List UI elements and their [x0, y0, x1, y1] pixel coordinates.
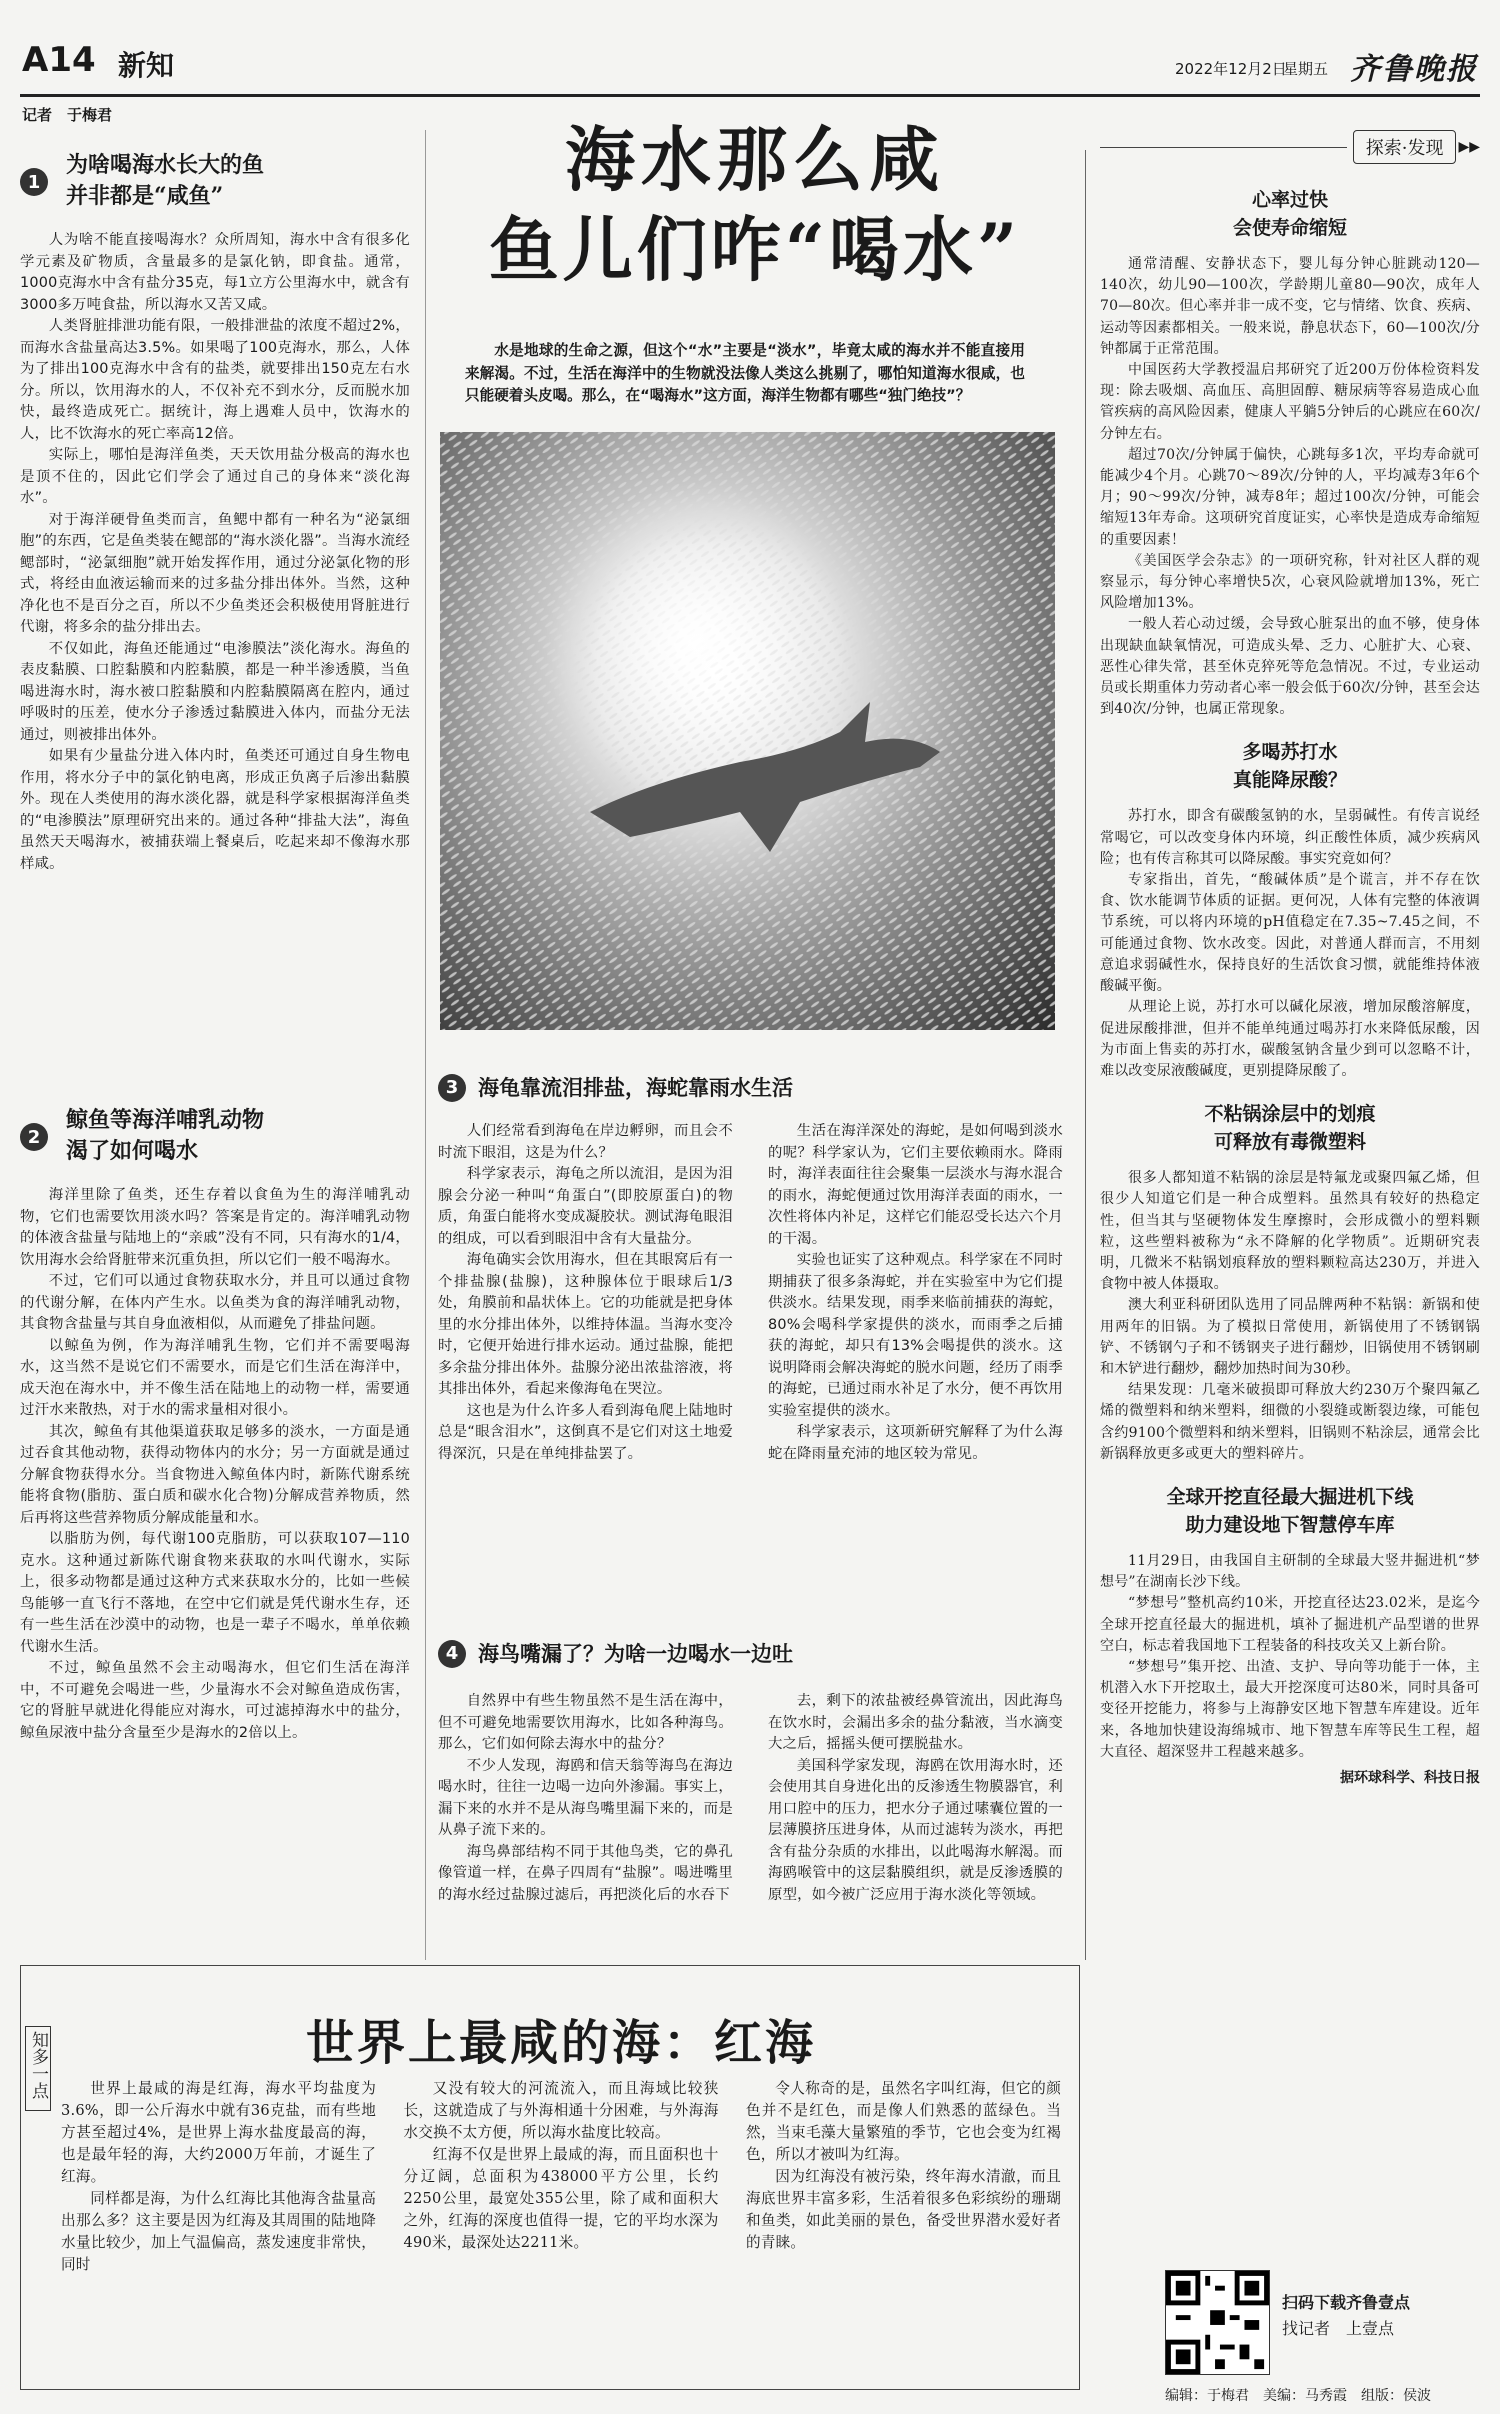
paragraph: 从理论上说，苏打水可以碱化尿液，增加尿酸溶解度，促进尿酸排泄，但并不能单纯通过喝苏打水来降低尿酸，因为市面上售卖的苏打水，碳酸氢钠含量少到可以忽略不计，难以改变尿液酸碱度，更别提降尿酸了。 — [1100, 999, 1480, 1079]
paragraph: 以脂肪为例，每代谢100克脂肪，可以获取107—110克水。这种通过新陈代谢食物来获取的水叫代谢水，实际上，很多动物都是通过这种方式来获取水分的，比如一些候鸟能够一直飞行不落地，在空中它们就是凭代谢水生存，还有一些生活在沙漠中的动物，也是一辈子不喝水，单单依赖代谢水生活。 — [20, 1531, 410, 1655]
paragraph: 同样都是海，为什么红海比其他海含盐量高出那么多？这主要是因为红海及其周围的陆地降水量比较少，加上气温偏高，蒸发速度非常快，同时 — [61, 2190, 376, 2273]
paper-logo: 齐鲁晚报 — [1350, 52, 1478, 87]
section-2-title-line1: 鲸鱼等海洋哺乳动物 — [66, 1107, 265, 1133]
qr-code[interactable] — [1165, 2270, 1270, 2375]
section-number-badge: 3 — [438, 1074, 466, 1102]
paragraph: 超过70次/分钟属于偏快，心跳每多1次，平均寿命就可能减少4个月。心跳70～89次/分钟的人，平均减寿3年6个月；90～99次/分钟，减寿8年；超过100次/分钟，可能会缩短13年寿命。这项研究首度证实，心率快是造成寿命缩短的重要因素！ — [1100, 446, 1480, 548]
side-title: 心率过快 — [1251, 189, 1328, 211]
paragraph: 人为啥不能直接喝海水？众所周知，海水中含有很多化学元素及矿物质，含量最多的是氯化钠，即食盐。通常，1000克海水中含有盐分35克，每1立方公里海水中，就含有3000多万吨食盐，所以海水又苦又咸。 — [20, 232, 410, 313]
sidebar-divider — [1085, 150, 1086, 1960]
paragraph: 海鸟鼻部结构不同于其他鸟类，它的鼻孔像管道一样，在鼻子四周有“盐腺”。喝进嘴里的海水经过盐腺过滤后，再把淡化后的水吞下 — [438, 1843, 733, 1903]
shark-fish-photo — [440, 432, 1055, 1030]
section-4 — [438, 1638, 1063, 1906]
paragraph: 这也是为什么许多人看到海龟爬上陆地时总是“眼含泪水”，这倒真不是它们对这土地爱得深沉，只是在单纯排盐罢了。 — [438, 1402, 733, 1462]
paragraph: 澳大利亚科研团队选用了同品牌两种不粘锅：新锅和使用两年的旧锅。为了模拟日常使用，新锅使用了不锈钢锅铲、不锈钢勺子和不锈钢夹子进行翻炒，旧锅使用不锈钢刷和木铲进行翻炒，翻炒加热时间为30秒。 — [1100, 1297, 1480, 1377]
paragraph: 人们经常看到海龟在岸边孵卵，而且会不时流下眼泪，这是为什么？ — [438, 1123, 733, 1161]
qr-caption-1: 扫码下载齐鲁壹点 — [1282, 2293, 1411, 2312]
source-credit: 据环球科学、科技日报 — [1340, 1769, 1480, 1786]
section-3 — [438, 1072, 1063, 1465]
paragraph: 以鲸鱼为例，作为海洋哺乳生物，它们并不需要喝海水，这当然不是说它们不需要水，而是它们生活在海洋中，成天泡在海水中，并不像生活在陆地上的动物一样，需要通过汗水来散热，对于水的需求量相对很小。 — [20, 1337, 410, 1418]
sidebar-tag — [1100, 130, 1480, 164]
paragraph: 海洋里除了鱼类，还生存着以食鱼为生的海洋哺乳动物，它们也需要饮用淡水吗？答案是肯定的。海洋哺乳动物的体液含盐量与陆地上的“亲戚”没有不同，只有海水的1/4，饮用海水会给肾脏带来沉重负担，所以它们一般不喝海水。 — [20, 1187, 410, 1268]
page-number: A14 — [22, 40, 96, 80]
header-rule — [20, 94, 1480, 97]
side-title: 可释放有毒微塑料 — [1213, 1131, 1366, 1154]
side-title: 助力建设地下智慧停车库 — [1185, 1513, 1395, 1536]
sidebar-explore — [1100, 130, 1480, 1787]
section-name: 新知 — [118, 49, 175, 82]
issue-weekday: 星期五 — [1283, 60, 1329, 78]
sidebar-tag-label: 探索·发现 — [1353, 130, 1457, 164]
section-1 — [20, 150, 410, 875]
paragraph: 令人称奇的是，虽然名字叫红海，但它的颜色并不是红色，而是像人们熟悉的蓝绿色。当然，当束毛藻大量繁殖的季节，它也会变为红褐色，所以才被叫为红海。 — [746, 2080, 1061, 2163]
paragraph: 海龟确实会饮用海水，但在其眼窝后有一个排盐腺(盐腺)，这种腺体位于眼球后1/3处，角膜前和晶状体上。它的功能就是把身体里的水分排出体外，以维持体温。当海水变冷时，它便开始进行排水运动。通过盐腺，能把多余盐分排出体外。盐腺分泌出浓盐溶液，将其排出体外，看起来像海龟在哭泣。 — [438, 1252, 733, 1397]
qr-caption-2: 找记者 上壹点 — [1282, 2319, 1395, 2338]
paragraph: 中国医药大学教授温启邦研究了近200万份体检资料发现：除去吸烟、高血压、高胆固醇、糖尿病等容易造成心血管疾病的高风险因素，健康人平躺5分钟后的心跳应在60次/分钟左右。 — [1100, 362, 1480, 442]
paragraph: 苏打水，即含有碳酸氢钠的水，呈弱碱性。有传言说经常喝它，可以改变身体内环境，纠正酸性体质，减少疾病风险；也有传言称其可以降尿酸。事实究竟如何？ — [1100, 808, 1480, 867]
paragraph: 科学家表示，海龟之所以流泪，是因为泪腺会分泌一种叫“角蛋白”(即胶原蛋白)的物质，角蛋白能将水变成凝胶状。测试海龟眼泪的组成，可以看到眼泪中含有大量盐分。 — [438, 1166, 733, 1247]
reporter-byline: 记者 于梅君 — [22, 106, 113, 124]
side-title: 多喝苏打水 — [1242, 741, 1338, 764]
section-number-badge: 1 — [20, 168, 48, 196]
section-2-title-line2: 渴了如何喝水 — [66, 1138, 199, 1164]
section-2 — [20, 1105, 410, 1744]
paragraph: 其次，鲸鱼有其他渠道获取足够多的淡水，一方面是通过吞食其他动物，获得动物体内的水分；另一方面就是通过分解食物获得水分。当食物进入鲸鱼体内时，新陈代谢系统能将食物(脂肪、蛋白质和碳水化合物)分解成营养物质，然后再将这些营养物质分解成能量和水。 — [20, 1423, 410, 1526]
bottom-title: 世界上最咸的海：红海 — [305, 2015, 816, 2071]
paragraph: 不少人发现，海鸥和信天翁等海鸟在海边喝水时，往往一边喝一边向外渗漏。事实上，漏下来的水并不是从海鸟嘴里漏下来的，而是从鼻子流下来的。 — [438, 1757, 733, 1838]
qr-code-graphic — [1166, 2271, 1269, 2374]
column-divider — [425, 130, 426, 1960]
section-1-title-line1: 为啥喝海水长大的鱼 — [66, 152, 265, 178]
paragraph: 一般人若心动过缓，会导致心脏泵出的血不够，使身体出现缺血缺氧情况，可造成头晕、乏力、心脏扩大、心衰、恶性心律失常，甚至休克猝死等危急情况。不过，专业运动员或长期重体力劳动者心率一般会低于60次/分钟，甚至会达到40次/分钟，也属正常现象。 — [1100, 616, 1480, 718]
section-1-title-line2: 并非都是“咸鱼” — [66, 183, 224, 209]
section-number-badge: 4 — [438, 1640, 466, 1668]
paragraph: 不仅如此，海鱼还能通过“电渗膜法”淡化海水。海鱼的表皮黏膜、口腔黏膜和内腔黏膜，都是一种半渗透膜，当鱼喝进海水时，海水被口腔黏膜和内腔黏膜隔离在腔内，通过呼吸时的压差，使水分子渗透过黏膜进入体内，而盐分无法通过，则被排出体外。 — [20, 640, 410, 743]
sardine-school-graphic — [440, 432, 1055, 1030]
paragraph: 专家指出，首先，“酸碱体质”是个谎言，并不存在饮食、饮水能调节体质的证据。更何况，人体有完整的体液调节系统，可以将内环境的pH值稳定在7.35~7.45之间，不可能通过食物、饮水改变。因此，对普通人群而言，不用刻意追求弱碱性水，保持良好的生活饮食习惯，就能维持体液酸碱平衡。 — [1100, 872, 1480, 995]
paragraph: 科学家表示，这项新研究解释了为什么海蛇在降雨量充沛的地区较为常见。 — [768, 1424, 1063, 1462]
arrow-icon: ▶▶ — [1458, 139, 1480, 155]
paragraph: 实际上，哪怕是海洋鱼类，天天饮用盐分极高的海水也是顶不住的，因此它们学会了通过自己的身体来“淡化海水”。 — [20, 447, 410, 506]
paragraph: 世界上最咸的海是红海，海水平均盐度为3.6%，即一公斤海水中就有36克盐，而有些地方甚至超过4%，是世界上海水盐度最高的海，也是最年轻的海，大约2000万年前，才诞生了红海。 — [61, 2080, 376, 2185]
paragraph: 实验也证实了这种观点。科学家在不同时期捕获了很多条海蛇，并在实验室中为它们提供淡水。结果发现，雨季来临前捕获的海蛇，80%会喝科学家提供的淡水，而雨季之后捕获的海蛇，却只有13%会喝提供的淡水。这说明降雨会解决海蛇的脱水问题，经历了雨季的海蛇，已通过雨水补足了水分，便不再饮用实验室提供的淡水。 — [768, 1252, 1063, 1419]
lead-paragraph: 水是地球的生命之源，但这个“水”主要是“淡水”，毕竟太咸的海水并不能直接用来解渴。不过，生活在海洋中的生物就没法像人类这么挑剔了，哪怕知道海水很咸，也只能硬着头皮喝。那么，在“喝海水”这方面，海洋生物都有哪些“独门绝技”？ — [465, 342, 1025, 404]
main-title-line2: 鱼儿们咋“喝水” — [488, 208, 1022, 291]
section-4-title: 海鸟嘴漏了？为啥一边喝水一边吐 — [478, 1641, 793, 1666]
side-title: 会使寿命缩短 — [1232, 217, 1347, 239]
paragraph: 不过，它们可以通过食物获取水分，并且可以通过食物的代谢分解，在体内产生水。以鱼类为食的海洋哺乳动物，其食物含盐量与其自身血液相似，从而避免了排盐问题。 — [20, 1273, 410, 1332]
paragraph: 对于海洋硬骨鱼类而言，鱼鳃中都有一种名为“泌氯细胞”的东西，它是鱼类装在鳃部的“海水淡化器”。当海水流经鳃部时，“泌氯细胞”就开始发挥作用，通过分泌氯化物的形式，将经由血液运输而来的过多盐分排出体外。当然，这种净化也不是百分之百，所以不少鱼类还会积极使用肾脏进行代谢，将多余的盐分排出去。 — [20, 511, 410, 635]
section-number-badge: 2 — [20, 1123, 48, 1151]
paragraph: 去，剩下的浓盐被经鼻管流出，因此海鸟在饮水时，会漏出多余的盐分黏液，当水滴变大之后，摇摇头便可摆脱盐水。 — [768, 1693, 1063, 1752]
paragraph: 人类肾脏排泄功能有限，一般排泄盐的浓度不超过2%，而海水含盐量高达3.5%。如果喝了100克海水，那么，人体为了排出100克海水中含有的盐类，就要排出150克左右水分。所以，饮用海水的人，不仅补充不到水分，反而脱水加快，最终造成死亡。据统计，海上遇难人员中，饮海水的人，比不饮海水的死亡率高12倍。 — [20, 318, 410, 442]
paragraph: 如果有少量盐分进入体内时，鱼类还可通过自身生物电作用，将水分子中的氯化钠电离，形成正负离子后渗出黏膜外。现在人类使用的海水淡化器，就是科学家根据海洋鱼类的“电渗膜法”原理研究出来的。通过各种“排盐大法”，海鱼虽然天天喝海水，被捕获端上餐桌后，吃起来却不像海水那样咸。 — [20, 748, 410, 872]
paragraph: 不过，鲸鱼虽然不会主动喝海水，但它们生活在海洋中，不可避免会喝进一些，少量海水不会对鲸鱼造成伤害，它的肾脏早就进化得能应对海水，可过滤掉海水中的盐分，鲸鱼尿液中盐分含量至少是海水的2倍以上。 — [20, 1660, 410, 1741]
paragraph: 红海不仅是世界上最咸的海，而且面积也十分辽阔，总面积为438000平方公里，长约2250公里，最宽处355公里，除了咸和面积大之外，红海的深度也值得一提，它的平均水深为490米，最深处达2211米。 — [403, 2146, 719, 2251]
paragraph: 因为红海没有被污染，终年海水清澈，而且海底世界丰富多彩，生活着很多色彩缤纷的珊瑚和鱼类，如此美丽的景色，备受世界潜水爱好者的青睐。 — [746, 2168, 1061, 2251]
side-label-text: 知多一点 — [28, 2031, 48, 2099]
paragraph: 生活在海洋深处的海蛇，是如何喝到淡水的呢？科学家认为，它们主要依赖雨水。降雨时，海洋表面往往会聚集一层淡水与海水混合的雨水，海蛇便通过饮用海洋表面的雨水，一次性将体内补足，这样它们能忍受长达六个月的干渴。 — [768, 1123, 1063, 1247]
paragraph: 美国科学家发现，海鸥在饮用海水时，还会使用其自身进化出的反渗透生物膜器官，利用口腔中的压力，把水分子通过嗉囊位置的一层薄膜挤压进身体，从而过滤转为淡水，再把含有盐分杂质的水排出，以此喝海水解渴。而海鸥喉管中的这层黏膜组织，就是反渗透膜的原型，如今被广泛应用于海水淡化等领域。 — [768, 1757, 1063, 1903]
side-title: 全球开挖直径最大掘进机下线 — [1166, 1485, 1414, 1508]
editor-credits: 编辑：于梅君 美编：马秀霞 组版：侯波 — [1165, 2388, 1431, 2404]
paragraph: 11月29日，由我国自主研制的全球最大竖井掘进机“梦想号”在湖南长沙下线。 — [1100, 1552, 1480, 1591]
section-3-title: 海龟靠流泪排盐，海蛇靠雨水生活 — [478, 1075, 793, 1100]
side-vertical-label — [25, 2026, 51, 2111]
paragraph: “梦想号”整机高约10米，开挖直径达23.02米，是迄今全球开挖直径最大的掘进机，填补了掘进机产品型谱的世界空白，标志着我国地下工程装备的科技攻关又上新台阶。 — [1100, 1595, 1480, 1654]
paragraph: “梦想号”集开挖、出渣、支护、导向等功能于一体，主机潜入水下开挖取土，最大开挖深度可达80米，同时具备可变径开挖能力，将参与上海静安区地下智慧车库建设。近年来，各地加快建设海绵城市、地下智慧车库等民生工程，超大直径、超深竖井工程越来越多。 — [1100, 1658, 1480, 1760]
side-title: 不粘锅涂层中的划痕 — [1204, 1103, 1376, 1126]
issue-date: 2022年12月2日 — [1175, 60, 1287, 78]
page-header — [0, 0, 1500, 95]
paragraph: 通常清醒、安静状态下，婴儿每分钟心脏跳动120—140次，幼儿90—100次，学龄期儿童80—90次，成年人70—80次。但心率并非一成不变，它与情绪、饮食、疾病、运动等因素都相关。一般来说，静息状态下，60—100次/分钟都属于正常范围。 — [1100, 256, 1480, 357]
paragraph: 结果发现：几毫米破损即可释放大约230万个聚四氟乙烯的微塑料和纳米塑料，细微的小裂缝或断裂边缘，可能包含约9100个微塑料和纳米塑料，旧锅则不粘涂层，通常会比新锅释放更多或更大的塑料碎片。 — [1100, 1382, 1480, 1462]
paragraph: 又没有较大的河流流入，而且海域比较狭长，这就造成了与外海相通十分困难，与外海海水交换不太方便，所以海水盐度比较高。 — [403, 2080, 719, 2141]
bottom-feature-box — [20, 1965, 1080, 2390]
paragraph: 很多人都知道不粘锅的涂层是特氟龙或聚四氟乙烯，但很少人知道它们是一种合成塑料。虽然具有较好的热稳定性，但当其与坚硬物体发生摩擦时，会形成微小的塑料颗粒，这些塑料被称为“永不降解的化学物质”。近期研究表明，几微米不粘锅划痕释放的塑料颗粒高达230万，并进入食物中被人体摄取。 — [1100, 1170, 1480, 1293]
paragraph: 《美国医学会杂志》的一项研究称，针对社区人群的观察显示，每分钟心率增快5次，心衰风险就增加13%，死亡风险增加13%。 — [1100, 552, 1480, 612]
paragraph: 自然界中有些生物虽然不是生活在海中，但不可避免地需要饮用海水，比如各种海鸟。那么，它们如何除去海水中的盐分？ — [438, 1693, 733, 1752]
side-title: 真能降尿酸？ — [1232, 769, 1347, 792]
main-title-line1: 海水那么咸 — [565, 118, 945, 201]
